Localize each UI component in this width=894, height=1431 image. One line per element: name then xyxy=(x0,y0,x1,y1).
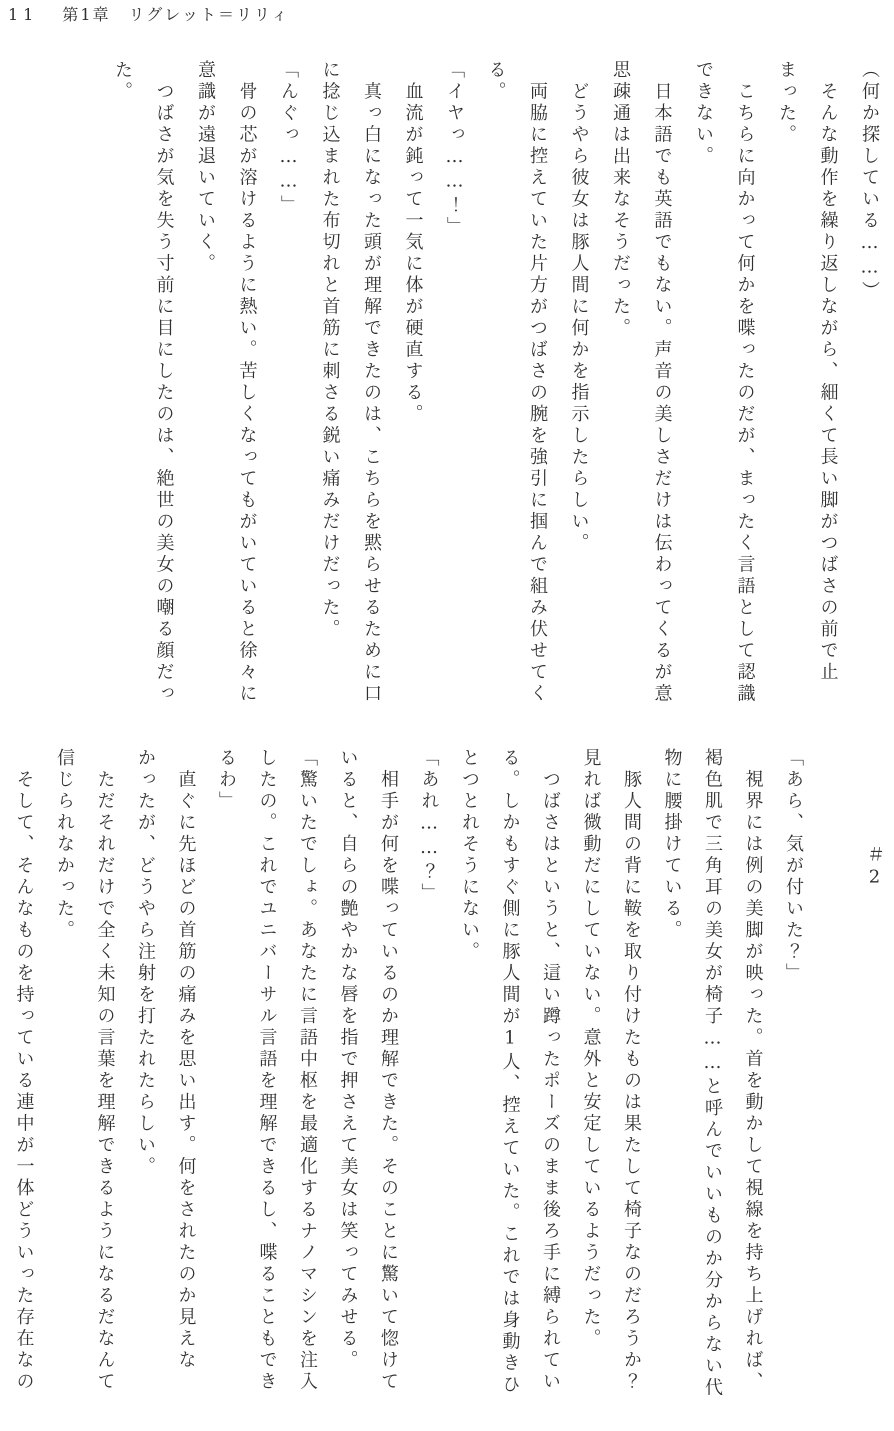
text-line: できない。 xyxy=(693,60,714,168)
text-line: いると、自らの艶やかな唇を指で押さえて美女は笑ってみせる。 xyxy=(337,748,359,1372)
text-line: 物に腰掛けている。 xyxy=(661,748,683,942)
text-line: そんな動作を繰り返しながら、細くて長い脚がつばさの前で止 xyxy=(817,60,839,684)
section-marker: ＃2 xyxy=(864,845,885,891)
text-line: つばさはというと、這い蹲ったポーズのまま後ろ手に縛られてい xyxy=(540,748,561,1393)
text-line: 日本語でも英語でもない。声音の美しさだけは伝わってくるが意 xyxy=(651,60,673,705)
text-block-top xyxy=(102,60,891,716)
text-line: こちらに向かって何かを喋ったのだが、まったく言語として認識 xyxy=(734,60,756,705)
text-line: 両脇に控えていた片方がつばさの腕を強引に掴んで組み伏せてく xyxy=(527,60,548,705)
page-number: 11 xyxy=(8,5,39,24)
text-line: 褐色肌で三角耳の美女が椅子……と呼んでいいものか分からない代 xyxy=(702,748,723,1399)
text-line: （何か探している……） xyxy=(859,60,880,303)
text-line: 骨の芯が溶けるように熱い。苦しくなってもがいていると徐々に xyxy=(236,60,258,705)
text-line: どうやら彼女は豚人間に何かを指示したらしい。 xyxy=(568,60,590,555)
running-head xyxy=(8,2,289,25)
text-line: 相手が何を喋っているのか理解できた。そのことに驚いて惚けて xyxy=(378,748,399,1393)
text-line: 直ぐに先ほどの首筋の痛みを思い出す。何をされたのか見えな xyxy=(175,748,197,1372)
text-line: 視界には例の美脚が映った。首を動かして視線を持ち上げれば、 xyxy=(742,748,764,1393)
text-block-bottom xyxy=(3,748,894,1404)
text-line: に捻じ込まれた布切れと首筋に刺さる鋭い痛みだけだった。 xyxy=(319,60,341,641)
text-line: したの。これでユニバーサル言語を理解できるし、喋ることもでき xyxy=(256,748,278,1393)
text-line: かったが、どうやら注射を打たれたらしい。 xyxy=(135,748,156,1178)
text-line: る。 xyxy=(485,60,507,103)
text-line: 「イヤっ……！」 xyxy=(444,60,465,238)
text-line: そして、そんなものを持っている連中が一体どういった存在なの xyxy=(13,748,35,1393)
text-line: 思疎通は出来なそうだった。 xyxy=(610,60,631,340)
text-line: ただそれだけで全く未知の言葉を理解できるようになるだなんて xyxy=(94,748,116,1393)
text-line: る。しかもすぐ側に豚人間が1人、控えていた。これでは身動きひ xyxy=(499,748,521,1396)
text-line: 信じられなかった。 xyxy=(54,748,75,942)
chapter-title: 第1章 リグレット＝リリィ xyxy=(62,5,290,24)
text-line: 「んぐっ……」 xyxy=(278,60,299,217)
text-line: とつとれそうにない。 xyxy=(459,748,480,963)
text-line: るわ」 xyxy=(216,748,237,813)
text-line: 「あら、気が付いた？」 xyxy=(783,748,804,985)
text-line: た。 xyxy=(112,60,133,103)
text-line: つばさが気を失う寸前に目にしたのは、絶世の美女の嘲る顔だっ xyxy=(153,60,175,705)
text-line: 「あれ……？」 xyxy=(418,748,440,905)
text-line: 真っ白になった頭が理解できたのは、こちらを黙らせるために口 xyxy=(361,60,382,705)
text-line: 豚人間の背に鞍を取り付けたものは果たして椅子なのだろうか？ xyxy=(621,748,642,1393)
text-line: まった。 xyxy=(776,60,797,146)
text-line: 血流が鈍って一気に体が硬直する。 xyxy=(402,60,424,426)
text-line: 意識が遠退いていく。 xyxy=(195,60,216,275)
text-line: 見れば微動だにしていない。意外と安定しているようだった。 xyxy=(580,748,602,1350)
text-line: 「驚いたでしょ。あなたに言語中枢を最適化するナノマシンを注入 xyxy=(297,748,318,1393)
